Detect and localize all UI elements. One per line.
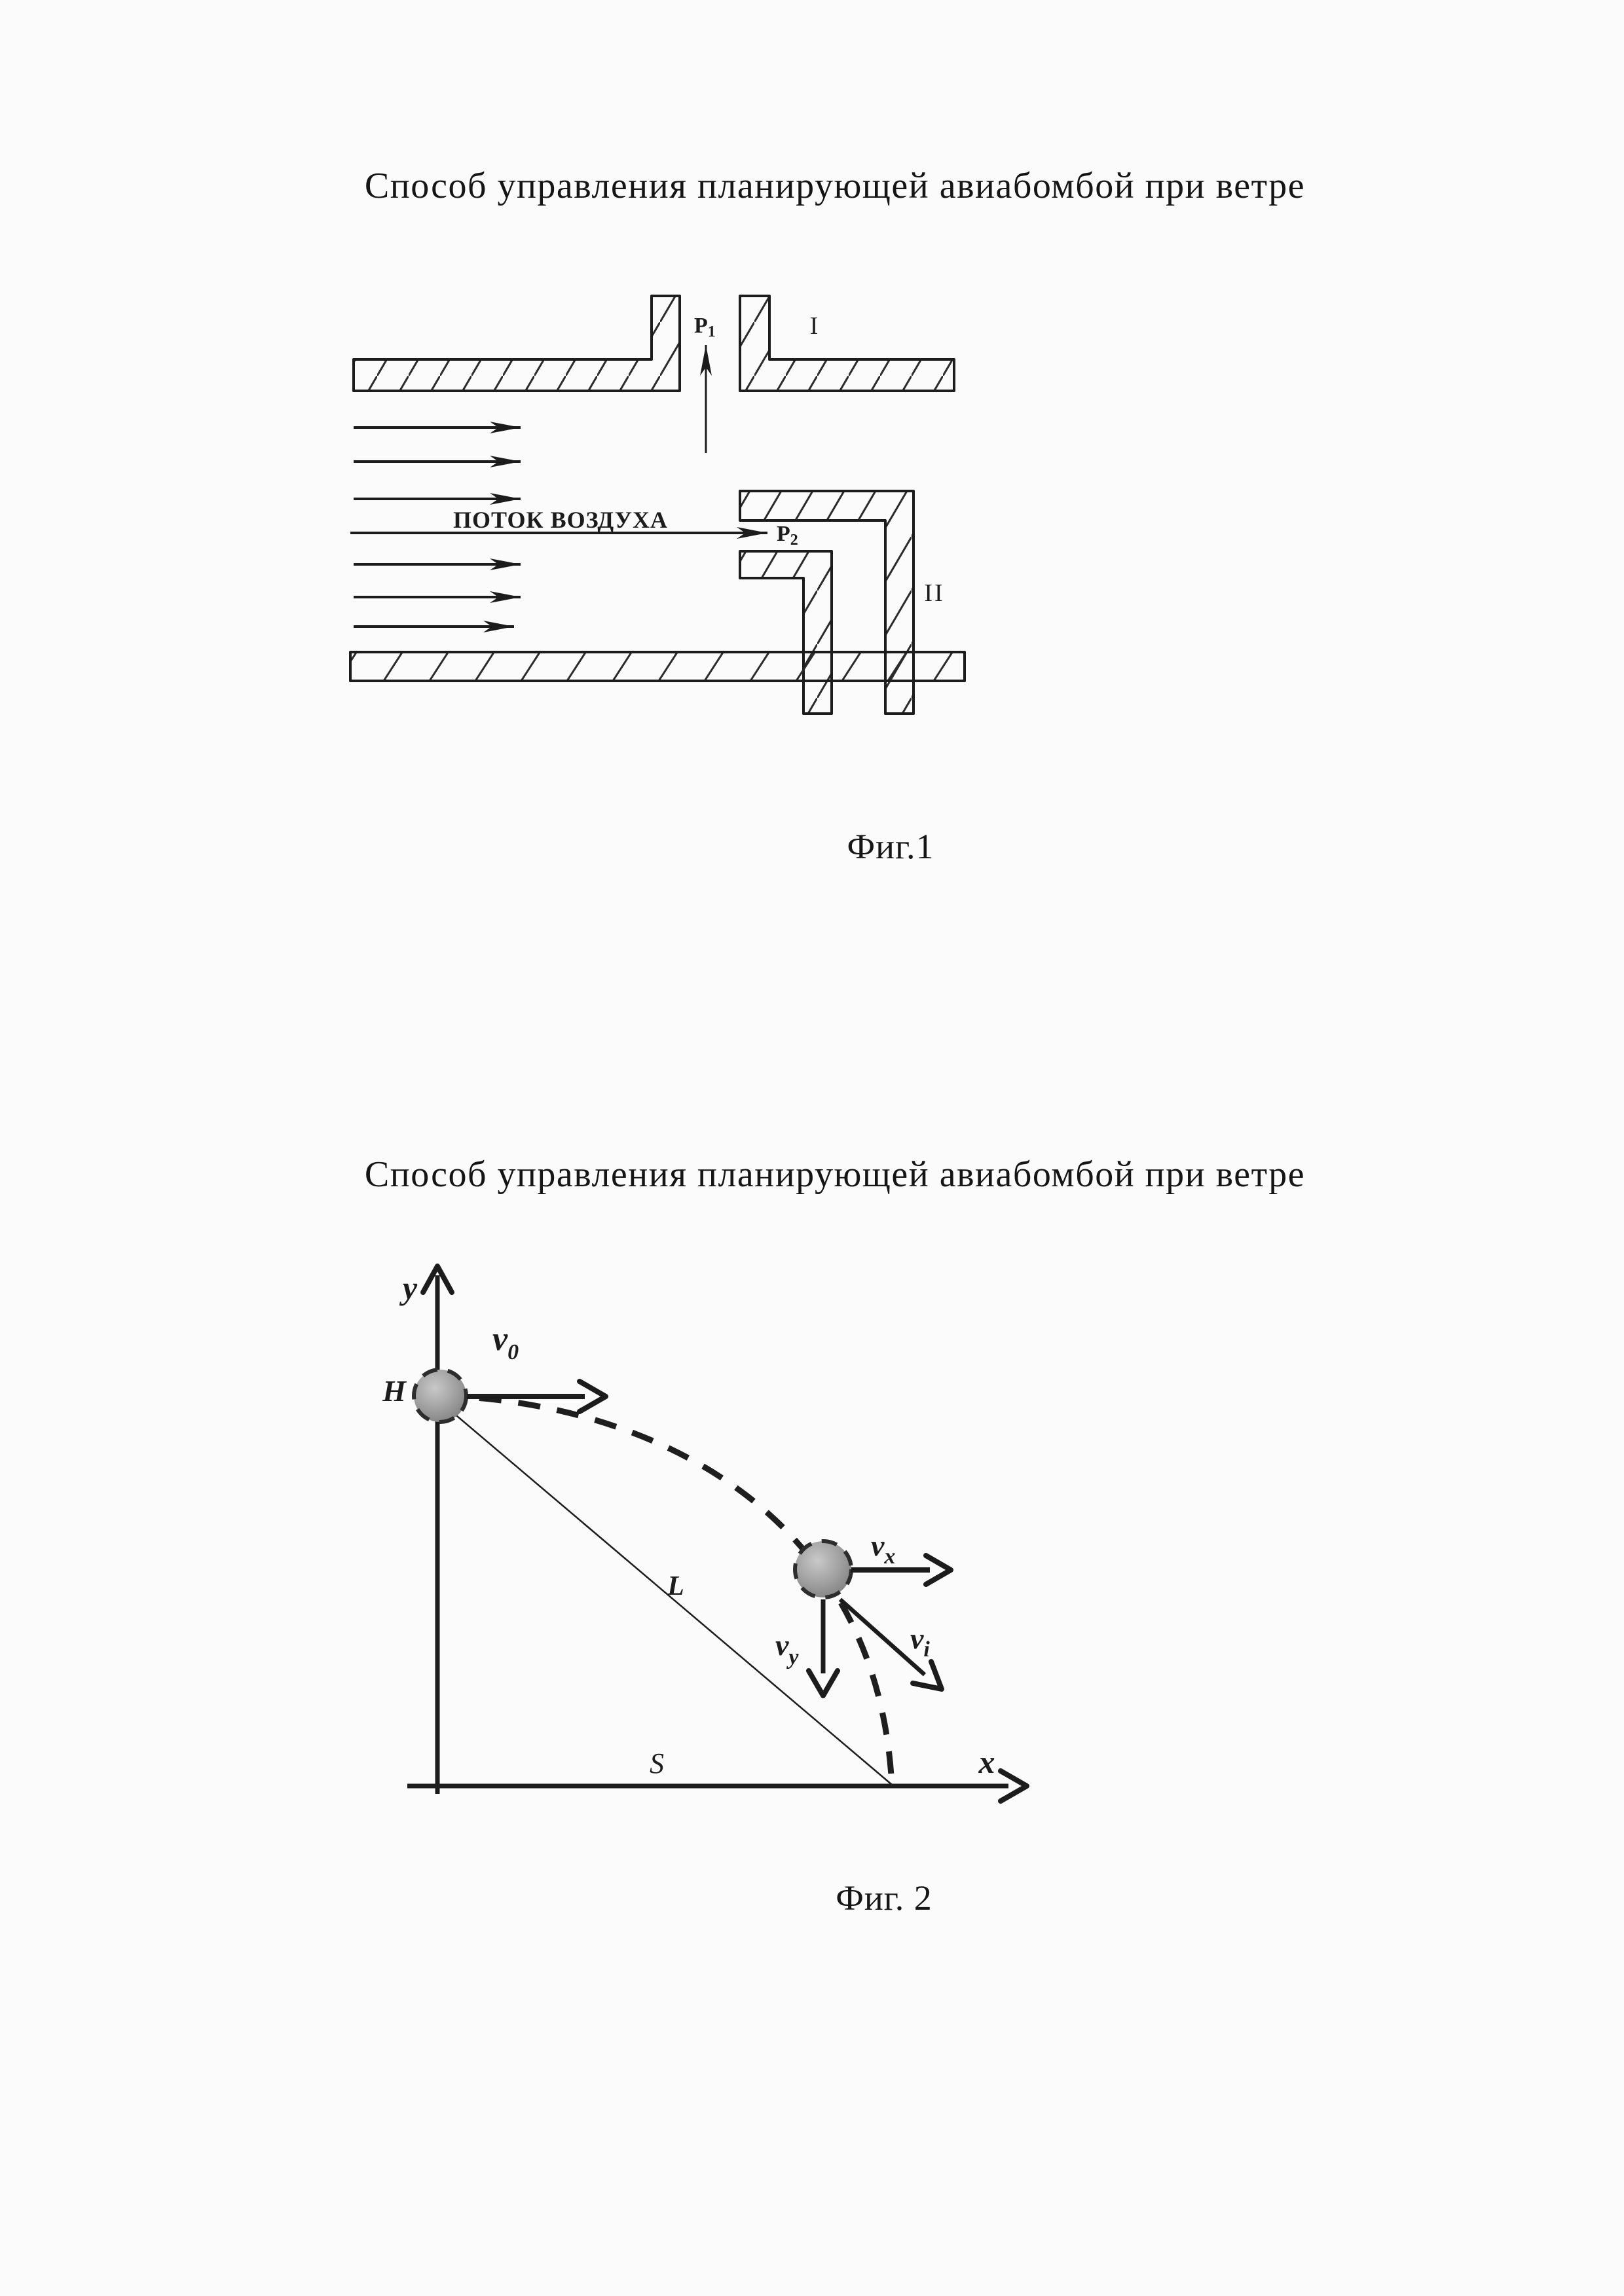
figure2-drawing	[367, 1244, 1061, 1833]
bomb-release-point	[414, 1370, 466, 1422]
flow-label: ПОТОК ВОЗДУХА	[452, 507, 669, 533]
section2-label: II	[924, 579, 945, 607]
figure2-caption: Фиг. 2	[836, 1878, 932, 1918]
p2-label: P2	[777, 522, 798, 549]
vi-label: vi	[910, 1622, 930, 1662]
fig1-upper-right-plate	[740, 296, 954, 391]
figure2-title: Способ управления планирующей авиабомбой при ветре	[364, 1154, 1306, 1195]
figure1-drawing	[327, 282, 982, 727]
p1-label: P1	[694, 314, 716, 340]
fig1-section2-inner-angle	[740, 551, 832, 714]
figure1-caption: Фиг.1	[847, 827, 934, 866]
height-label: H	[382, 1374, 406, 1408]
vy-arrowhead-icon	[809, 1671, 838, 1696]
y-axis-label: y	[402, 1269, 418, 1306]
fig1-bottom-plate	[350, 652, 965, 681]
vy-label: vy	[775, 1628, 799, 1669]
ground-range-label: S	[650, 1747, 664, 1779]
section1-label: I	[809, 312, 819, 340]
vx-label: vx	[871, 1529, 896, 1569]
v0-label: v0	[492, 1321, 519, 1364]
fig1-upper-left-plate	[354, 296, 680, 391]
bomb-midflight-point	[795, 1541, 851, 1597]
slant-range-label: L	[667, 1571, 684, 1601]
x-axis-label: x	[978, 1743, 995, 1780]
figure1-title: Способ управления планирующей авиабомбой при ветре	[364, 166, 1306, 206]
